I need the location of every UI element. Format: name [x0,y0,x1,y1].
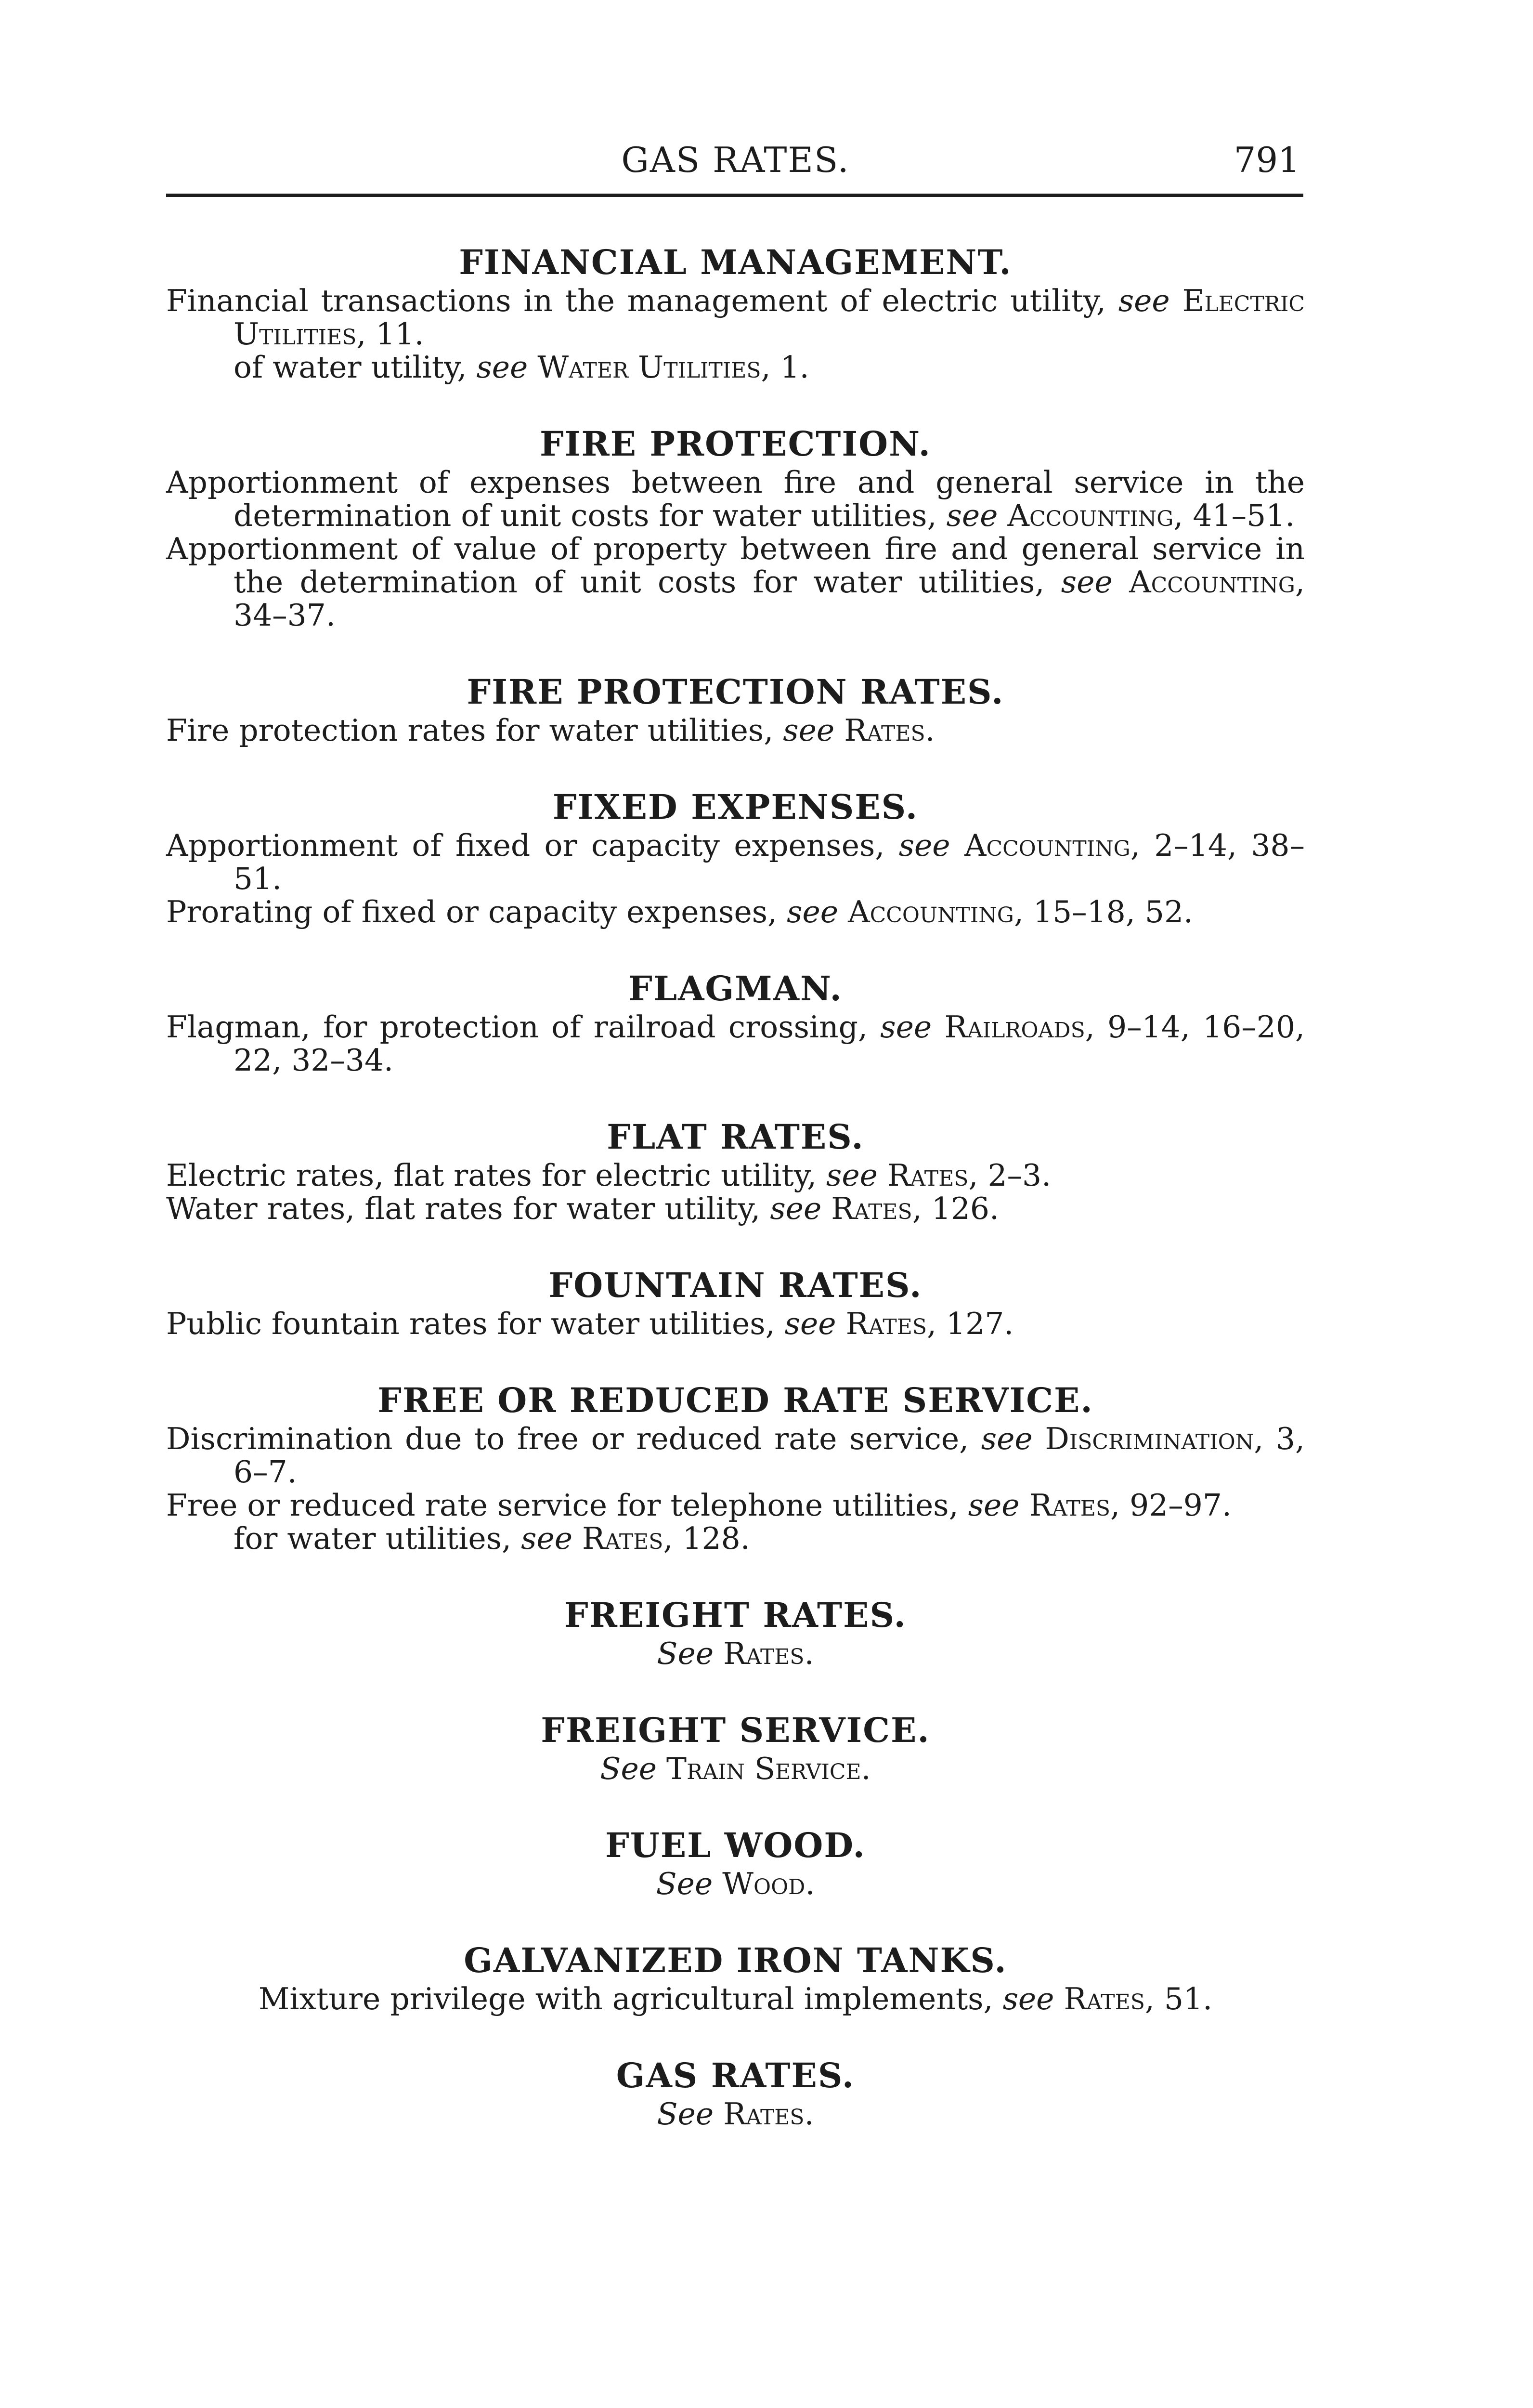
index-section [166,2054,1305,2131]
section-heading: FIRE PROTECTION RATES. [467,672,1004,712]
index-section [166,785,1305,929]
index-section [166,1379,1305,1555]
index-entry: Electric rates, flat rates for electric utility, see Rates, 2–3. [166,1158,1052,1193]
see-reference: See Train Service. [600,1751,871,1786]
section-heading: FIRE PROTECTION. [540,424,931,464]
index-section [166,422,1305,632]
index-subentry: for water utilities, see Rates, 128. [234,1521,750,1556]
section-entries [166,1422,1305,1555]
section-entries [166,1159,1305,1225]
running-title: GAS RATES. [621,140,850,180]
index-entry: Financial transactions in the management of electric utility, see Electric Utilities, 11. [166,283,1305,352]
page-number: 791 [1234,140,1300,180]
index-entry: Public fountain rates for water utilities, see Rates, 127. [166,1306,1014,1341]
section-heading: GAS RATES. [616,2055,855,2095]
index-section [166,967,1305,1077]
section-heading: GALVANIZED IRON TANKS. [464,1940,1007,1980]
section-entries [166,466,1305,632]
section-entries [166,1307,1305,1340]
see-reference: See Rates. [657,2096,814,2132]
index-entry: Prorating of fixed or capacity expenses, see Accounting, 15–18, 52. [166,894,1194,929]
section-heading: FLAT RATES. [607,1117,864,1157]
index-entry: Apportionment of value of property between fire and general service in the determination of unit costs for water utilities, see Accounting, 34–37. [166,531,1305,633]
index-section [166,1824,1305,1900]
index-entry: Discrimination due to free or reduced rate service, see Discrimination, 3, 6–7. [166,1421,1305,1490]
index-section [166,1939,1305,2015]
index-section [166,1115,1305,1225]
index-section [166,1709,1305,1785]
index-entry: Flagman, for protection of railroad crossing, see Railroads, 9–14, 16–20, 22, 32–34. [166,1009,1305,1078]
index-section [166,241,1305,384]
section-heading: FIXED EXPENSES. [552,787,919,827]
index-section [166,1594,1305,1670]
header-rule [166,194,1303,197]
section-heading: FINANCIAL MANAGEMENT. [459,242,1012,282]
section-heading: FREIGHT RATES. [564,1595,907,1635]
running-head [166,140,1305,197]
index-entry: Mixture privilege with agricultural implements, see Rates, 51. [258,1981,1213,2016]
section-entries [166,284,1305,384]
index-subentry: of water utility, see Water Utilities, 1. [234,350,809,385]
section-heading: FREIGHT SERVICE. [541,1710,930,1750]
index-entry: Apportionment of expenses between fire and general service in the determination of unit costs for water utilities, see Accounting, 41–51. [166,465,1305,533]
index-entry: Fire protection rates for water utilities, see Rates. [166,713,935,748]
section-entries [166,829,1305,929]
section-entries [166,714,1305,747]
section-heading: FREE OR REDUCED RATE SERVICE. [377,1380,1093,1420]
index-section [166,1264,1305,1340]
section-heading: FUEL WOOD. [605,1825,866,1865]
index-section [166,670,1305,747]
section-entries [166,1010,1305,1077]
index-entry: Water rates, flat rates for water utility, see Rates, 126. [166,1191,1000,1226]
index-entry: Free or reduced rate service for telephone utilities, see Rates, 92–97. [166,1488,1232,1523]
section-heading: FOUNTAIN RATES. [548,1265,922,1305]
see-reference: See Wood. [656,1866,815,1901]
see-reference: See Rates. [657,1636,814,1671]
index-content [166,241,1305,2131]
section-heading: FLAGMAN. [628,968,843,1008]
index-entry: Apportionment of fixed or capacity expenses, see Accounting, 2–14, 38–51. [166,828,1305,896]
